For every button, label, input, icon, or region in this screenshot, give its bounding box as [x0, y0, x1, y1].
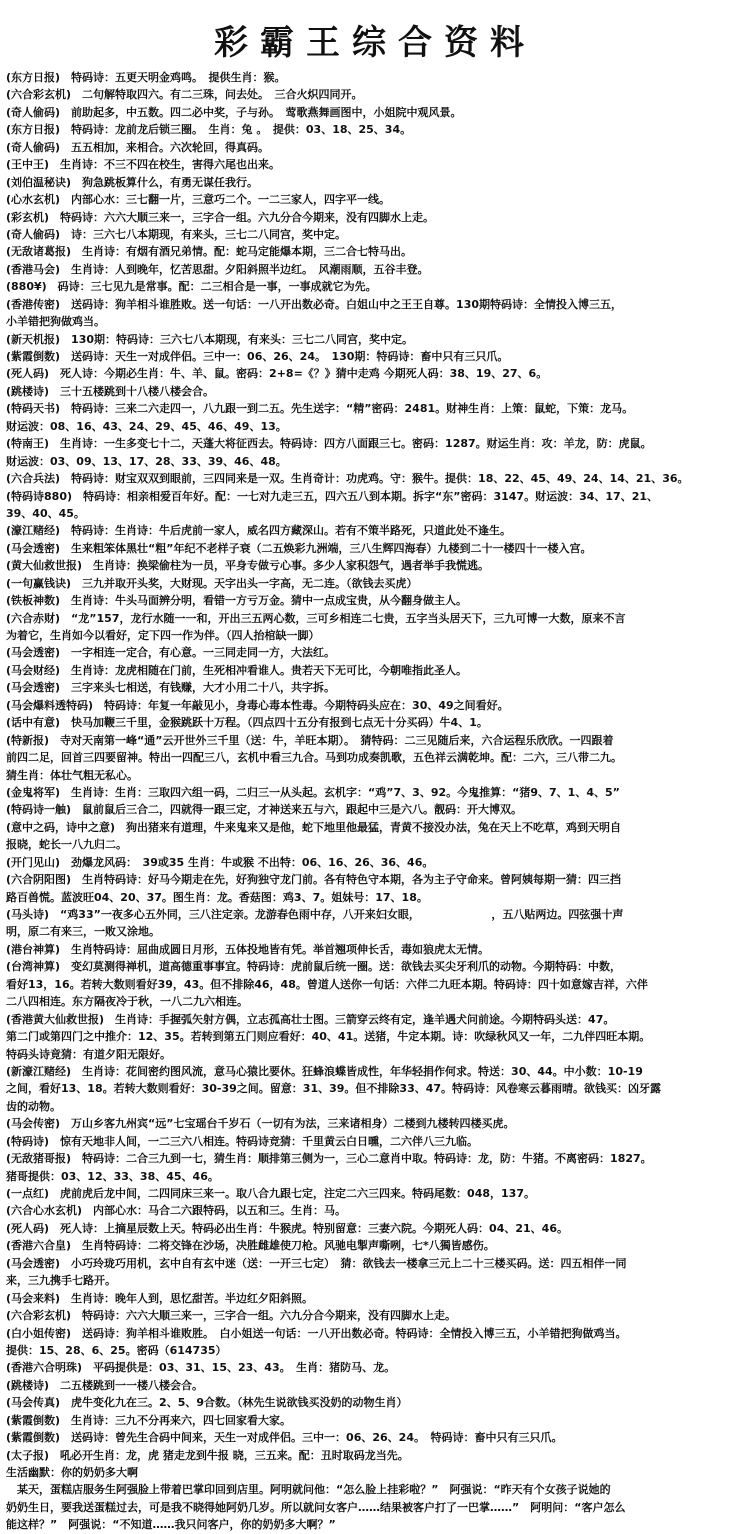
info-line: 看好13，16。若转大数则看好39，43。但不排除46，48。曾道人送你一句话：六伴二九旺本期。特码诗：四十如意嫁吉祥，六伴 [6, 977, 648, 991]
info-line: (香港六合皇) 生肖特码诗：二将交锋在沙场，决胜雌雄使刀枪。风驰电掣声嘶咧，七*八獨皆感伤。 [6, 1239, 495, 1253]
info-line: (奇人偷码) 前助起多，中五数。四二必中奖，子与孙。 莺歌燕舞画图中，小姐院中观风景。 [6, 105, 462, 119]
info-line: (奇人偷码) 五五相加，来相合。六次轮回，得真码。 [6, 140, 270, 154]
info-line: 为着它，生肖如今以看好，定下四一作为伴。（四人抬棺缺一脚） [6, 629, 320, 642]
info-line: (香港马会) 生肖诗：人到晚年，忆苦思甜。夕阳斜照半边红。 风潮雨顺，五谷丰登。 [6, 262, 429, 276]
info-line: (六合心水玄机) 内部心水：马合二六跟特码，以五和三。生肖：马。 [6, 1204, 347, 1218]
info-line: 之间，看好13、18。若转大数则看好：30-39之间。留意：31、39。但不排除33、47。特码诗：风卷寒云暮雨晴。欲钱买：凶牙露 [6, 1082, 662, 1096]
info-line: (铁板神数) 生肖诗：牛头马面辨分明，看错一方亏万金。猜中一点成宝贵，从今翻身做主人。 [6, 594, 468, 608]
info-line: (新濠江赌经) 生肖诗：花间密约图风流，意马心猿比要休。狂蜂浪蝶皆成性，年华轻捐作何求。特送：30、44。中小数：10-19 [6, 1064, 643, 1078]
info-line: (六合彩玄机) 特码诗：六六大顺三来一，三字合一组。六九分合今期来，没有四脚水上走。 [6, 1309, 457, 1323]
info-line: (彩玄机) 特码诗：六六大顺三来一，三字合一组。六九分合今期来，没有四脚水上走。 [6, 210, 435, 224]
info-line: 路百兽慌。蓝波旺04、20、37。图生肖：龙。香菇图：鸡3、7。姐妹号：17、18。 [6, 890, 428, 904]
info-line: (六合彩玄机) 二句解特取四六。有二三珠，问去处。 三合火炽四同开。 [6, 88, 363, 102]
page-title: 彩霸王综合资料 [214, 23, 536, 63]
info-line: (开门见山) 劲爆龙风码： 39或35 生肖：牛或猴 不出特：06、16、26、36、46。 [6, 855, 434, 869]
info-line: (黄大仙救世报) 生肖诗：换梁偷柱为一员，平身专做亏心事。多少人家积怨气，遇者举手我慌逃。 [6, 559, 490, 573]
info-line: (心水玄机) 内部心水：三七翻一片，三意巧二个。一二三家人，四字平一线。 [6, 193, 391, 207]
info-line: 报晓，蛇长一八九归二。 [6, 838, 127, 852]
info-line: (香港六合明珠) 平码提供是：03、31、15、23、43。 生肖：猪防马、龙。 [6, 1361, 396, 1375]
info-line: (奇人偷码) 诗：三六七八本期现，有来头，三七二八同宫，奖中定。 [6, 227, 347, 241]
info-line: (香港传密) 送码诗：狗羊相斗谁胜败。送一句话：一八开出数必奇。白姐山中之王王自尊。130期特码诗：全情投入博三五， [6, 297, 623, 311]
info-line: 猜生肖：体壮气粗无私心。 [6, 768, 138, 782]
info-line: (紫霞倒数) 生肖诗：三九不分再来六，四七回家看大家。 [6, 1413, 292, 1427]
info-line: 明，原二有来三，一败又涂地。 [6, 925, 160, 939]
info-line: 二八四相连。东方隔夜冷于秋，一八二九六相连。 [6, 995, 248, 1009]
info-line: (太子报) 吼必开生肖：龙，虎 猪走龙到牛报 晓，三五来。配：丑时取码龙当先。 [6, 1448, 409, 1462]
info-line: 小羊错把狗做鸡当。 [6, 315, 105, 329]
info-line: 生活幽默：你的奶奶多大啊 [6, 1466, 138, 1479]
info-line: (马会透密) 一字相连一定合，有心意。一三同走同一方，大法红。 [6, 646, 336, 660]
info-line: (王中王) 生肖诗：不三不四在校生，害得六尾也出来。 [6, 158, 281, 172]
info-line: (白小姐传密) 送码诗：狗羊相斗谁败胜。 白小姐送一句话：一八开出数必奇。特码诗：全情投入博三五，小羊错把狗做鸡当。 [6, 1326, 627, 1340]
info-line: (新天机报) 130期：特码诗：三六七八本期现，有来头：三七二八同宫，奖中定。 [6, 332, 414, 346]
info-line: (刘伯温秘诀) 狗急跳板算什么，有勇无谋任我行。 [6, 175, 259, 189]
info-line: 齿的动物。 [6, 1099, 61, 1113]
info-line: (特码诗880) 特码诗：相亲相爱百年好。配：一七对九走三五，四六五八到本期。拆字“东”密码：3147。财运波：34、17、21、 [6, 489, 659, 503]
info-line: (马会透密) 小巧玲珑巧用机，玄中自有玄中迷（送：一开三七定） 猜：欲钱去一楼拿三元上二十三楼买码。送：四五相伴一同 [6, 1256, 627, 1270]
info-line: (特新报) 寺对天南第一峰“通”云开世外三千里（送：牛，羊旺本期）。 猜特码：二三见随后来，六合运程乐欣欣。一四跟着 [6, 733, 614, 747]
info-line: 财运波：08、16、43、24、29、45、46、49、13。 [6, 419, 287, 433]
info-line: (马会透密) 生来粗笨体黑壮“粗”年纪不老样子衰（二五焕彩九洲端，三八生辉四海春）九楼到二十一楼四十一楼入宫。 [6, 541, 592, 555]
info-line: (死人码) 死人诗：今期必生肖：牛、羊、鼠。密码：2+8=《？》猜中走鸡 今期死人码：38、19、27、6。 [6, 367, 548, 381]
info-line: 某天，蛋糕店服务生阿强脸上带着巴掌印回到店里。阿明就问他：“怎么脸上挂彩啦？” 阿强说：“昨天有个女孩子说她的 [6, 1483, 611, 1497]
info-line: (六合阴阳图) 生肖特码诗：好马今期走在先，好狗独守龙门前。各有特色守本期，各为主子守命来。曾阿姨每期一猜：四三挡 [6, 873, 622, 887]
info-line: (东方日报) 特码诗：五更天明金鸡鸣。 提供生肖：猴。 [6, 71, 286, 84]
info-line: (香港黄大仙救世报) 生肖诗：手握弧矢射方偶，立志孤高壮士图。三箭穿云终有定，逢羊遇犬问前途。今期特码头送：47。 [6, 1012, 615, 1026]
info-line: 39、40、45。 [6, 506, 85, 520]
info-line: (意中之码，诗中之意) 狗出猪来有道理，牛来鬼来又是他，蛇下地里他最猛，青黄不接没办法，兔在天上不吃草，鸡到天明自 [6, 820, 622, 834]
info-line: 来，三九携手七路开。 [6, 1274, 116, 1288]
info-line: (马会透密) 三字来头七相送，有钱赚，大才小用二十八，共字拆。 [6, 681, 336, 695]
info-line: (金鬼将军) 生肖诗：生肖：三取四六组一码，二归三一从头起。玄机字：“鸡”7、3、92。今鬼推算：“猪9、7、1、4、5” [6, 785, 620, 799]
info-line: (跳楼诗) 三十五楼跳到十八楼八楼会合。 [6, 384, 215, 398]
info-line: (880¥) 码诗：三七见九是常事。配：二三相合是一事，一事成就它为先。 [6, 280, 377, 294]
info-line: (台湾神算) 变幻莫测得禅机，道高德重事事宜。特码诗：虎前鼠后统一圈。送：欲钱去买尖牙利爪的动物。今期特码：中数， [6, 960, 622, 974]
info-line: (无敌诸葛报) 生肖诗：有烟有酒兄弟情。配：蛇马定能爆本期，三二合七特马出。 [6, 245, 413, 259]
info-line: (马会传真) 虎牛变化九在三。2、5、9合数。（林先生说欲钱买没奶的动物生肖） [6, 1396, 408, 1410]
info-line: (无敌猪哥报) 特码诗：二合三九到一七，猜生肖：顺排第三侧为一，三心二意肖中取。特码诗：龙，防：牛猪。不离密码：1827。 [6, 1152, 652, 1166]
info-line: (特码诗) 惊有天地非人间，一二三六八相连。特码诗竞猜：千里黄云白日曛，二六伴八三九临。 [6, 1134, 479, 1148]
info-line: (马会来料) 生肖诗：晚年人到，思忆甜苦。半边红夕阳斜照。 [6, 1291, 314, 1305]
info-line: (特码诗一触) 鼠前鼠后三合二，四就得一跟三定，才神送来五与六，跟起中三是六八。靓码：开大博双。 [6, 803, 523, 817]
info-line: (紫霞倒数) 送码诗：曾先生合码中间来，天生一对成伴侣。三中一：06、26、24。 特码诗：畜中只有三只爪。 [6, 1431, 563, 1445]
info-line: (马会传密) 万山乡客九州宾“远”七宝瑶台千岁石（一切有为法，三来诸相身）二楼到九楼转四楼买虎。 [6, 1117, 515, 1131]
info-line: (一点红) 虎前虎后龙中间，二四同床三来一。取八合九跟七定，注定二六三四来。特码尾数：048，137。 [6, 1187, 535, 1200]
info-line: (马头诗) “鸡33”一夜多心五外同，三八注定亲。龙游春色雨中存，八开来妇女眼， ，五八贴两边。四弦强十声 [6, 908, 624, 921]
info-line: 财运波：03、09、13、17、28、33、39、46、48。 [6, 454, 287, 468]
info-line: 特码头诗竟猜：有道夕阳无限好。 [6, 1047, 171, 1061]
info-line: 前四二足，回首三四要留神。特出一四配三八，玄机中看三九合。马到功成奏凯歌，五色祥云满乾坤。配：二六，三八带二九。 [6, 751, 622, 765]
info-line: (六合赤财) “龙”157，龙行水随一一和，开出三五两心数，三可乡相连二七贵，五字当头居天下，三九可博一大数，原来不言 [6, 611, 626, 625]
info-line: 奶奶生日，要我送蛋糕过去，可是我不晓得她阿奶几岁。所以就问女客户……结果被客户打了一巴掌……” 阿明问：“客户怎么 [6, 1500, 626, 1514]
info-line: (六合兵法) 特码诗：财宝双双到眼前，三四同来是一双。生肖奇计：功虎鸡。守：猴牛。提供：18、22、45、49、24、14、21、36。 [6, 472, 689, 486]
info-line: (特南王) 生肖诗：一生多变七十二，天蓬大将征西去。特码诗：四方八面跟三七。密码：1287。财运生肖：攻：羊龙，防：虎鼠。 [6, 437, 652, 451]
info-line: (东方日报) 特码诗：龙前龙后锁三圈。 生肖：兔 。 提供：03、18、25、34。 [6, 123, 412, 137]
info-line: (马会爆料透特码) 特码诗：年复一年敲见小，身毒心毒本性毒。今期特码头应在：30、49之间看好。 [6, 698, 509, 712]
info-list [6, 69, 744, 1534]
info-line: (紫霞倒数) 送码诗：天生一对成伴侣。三中一：06、26、24。 130期：特码诗：畜中只有三只爪。 [6, 350, 509, 363]
info-line: 第二门或第四门之中推介：12、35。若转到第五门则应看好：40、41。送猪，牛定本期。诗：吹绿秋风又一年，二九伴四旺本期。 [6, 1030, 651, 1044]
info-line: (濠江赌经) 特码诗：生肖诗：牛后虎前一家人，威名四方藏深山。若有不策半路死，只道此处不逢生。 [6, 524, 512, 538]
info-line: 能这样？” 阿强说：“不知道……我只问客户，你的奶奶多大啊？” [6, 1518, 336, 1532]
info-line: (港台神算) 生肖特码诗：屈曲成圆日月形，五体投地皆有凭。举首翘项伸长舌，毒如狼虎太无情。 [6, 942, 490, 956]
info-line: (马会财经) 生肖诗：龙虎相随在门前，生死相冲看谁人。贵若天下无可比，今朝唯指此圣人。 [6, 663, 468, 677]
info-line: (特码天书) 特码诗：三来二六走四一，八九跟一到二五。先生送字：“精”密码：2481。财神生肖：上策：鼠蛇，下策：龙马。 [6, 402, 634, 416]
info-line: 提供：15、28、6、25。密码（614735） [6, 1343, 227, 1357]
info-line: 猪哥提供：03、12、33、38、45、46。 [6, 1169, 219, 1183]
info-line: (一句赢钱诀) 三九并取开头奖，大财现。天字出头一字高，无二连。（欲钱去买虎） [6, 576, 418, 590]
info-line: (跳楼诗) 二五楼跳到一一楼八楼会合。 [6, 1378, 204, 1392]
info-line: (死人码) 死人诗：上摘星辰数上天。特码必出生肖：牛猴虎。特别留意：三妻六院。今期死人码：04、21、46。 [6, 1221, 568, 1235]
info-line: (话中有意) 快马加鞭三千里，金猴跳跃十万程。（四点四十五分有报到七点无十分买码）牛4、1。 [6, 716, 488, 730]
